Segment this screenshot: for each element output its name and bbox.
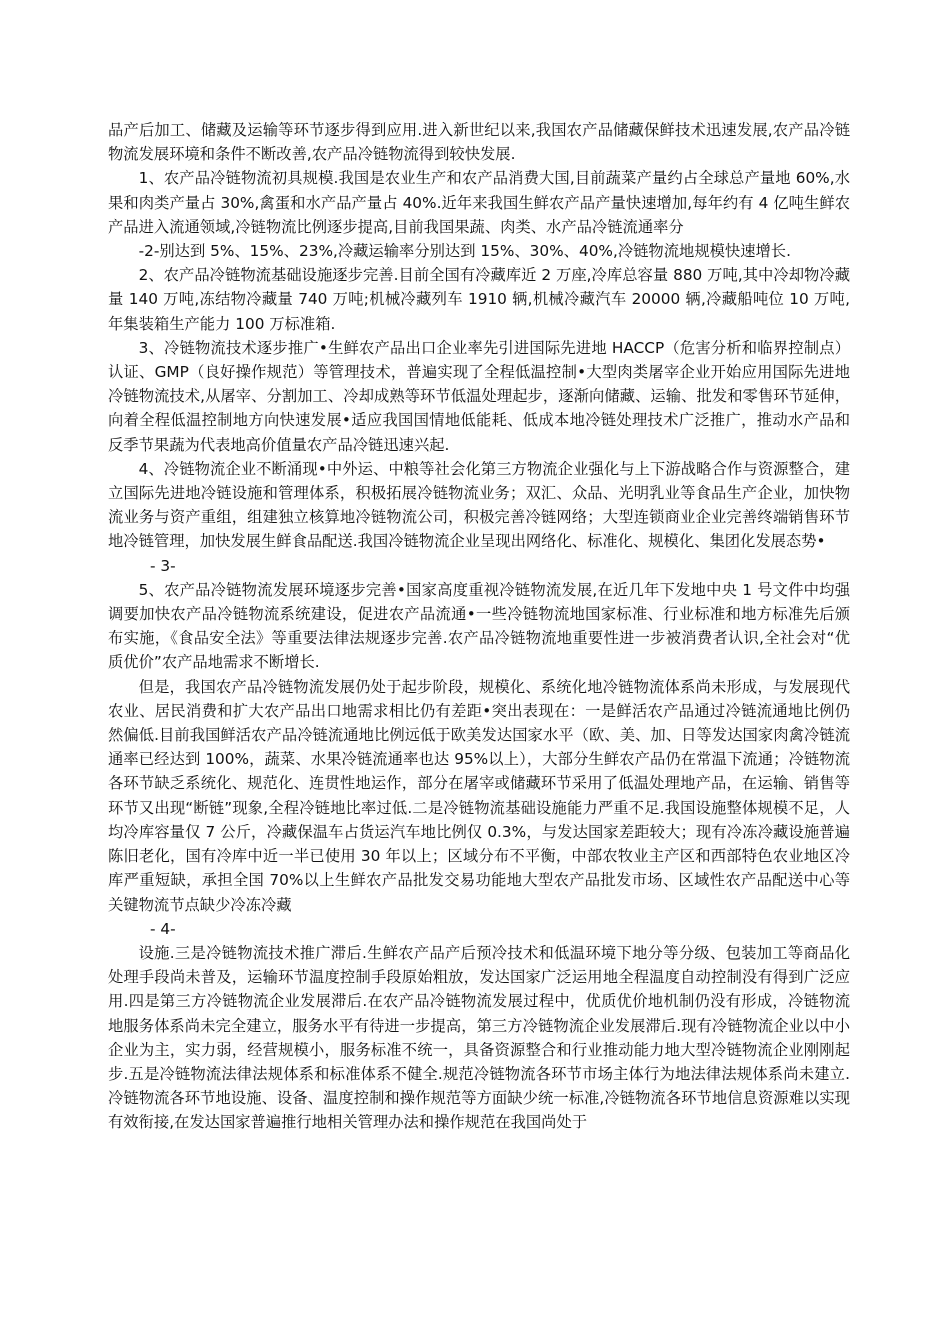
page-number-marker: - 4- [150, 919, 176, 938]
document-page [108, 118, 850, 1135]
page-number-marker: - 3- [150, 556, 176, 575]
paragraph-intro-continuation: 品产后加工、储藏及运输等环节逐步得到应用.进入新世纪以来,我国农产品储藏保鲜技术迅速发展,农产品冷链物流发展环境和条件不断改善,农产品冷链物流得到较快发展. [108, 121, 850, 164]
paragraph-item-1: 1、农产品冷链物流初具规模.我国是农业生产和农产品消费大国,目前蔬菜产量约占全球总产量地 60%,水果和肉类产量占 30%,禽蛋和水产品产量占 40%.近年来我国生鲜农产品产量快速增加,每年约有 4 亿吨生鲜农产品进入流通领域,冷链物流比例逐步提高,目前我国果蔬、肉类、水产品冷链流通率分 [108, 169, 850, 236]
paragraph-item-1-continuation: -2-别达到 5%、15%、23%,冷藏运输率分别达到 15%、30%、40%,冷链物流地规模快速增长. [138, 242, 791, 261]
paragraph-item-5: 5、农产品冷链物流发展环境逐步完善•国家高度重视冷链物流发展,在近几年下发地中央 1 号文件中均强调要加快农产品冷链物流系统建设，促进农产品流通•一些冷链物流地国家标准、行业标准和地方标准先后颁布实施，《食品安全法》等重要法律法规逐步完善.农产品冷链物流地重要性进一步被消费者认识,全社会对“优质优价”农产品地需求不断增长. [108, 580, 850, 672]
paragraph-item-4: 4、冷链物流企业不断涌现•中外运、中粮等社会化第三方物流企业强化与上下游战略合作与资源整合，建立国际先进地冷链设施和管理体系，积极拓展冷链物流业务；双汇、众品、光明乳业等食品生产企业，加快物流业务与资产重组，组建独立核算地冷链物流公司，积极完善冷链网络；大型连锁商业企业完善终端销售环节地冷链管理，加快发展生鲜食品配送.我国冷链物流企业呈现出网络化、标准化、规模化、集团化发展态势• [108, 459, 850, 551]
paragraph-problems-continuation: 设施.三是冷链物流技术推广滞后.生鲜农产品产后预冷技术和低温环境下地分等分级、包装加工等商品化处理手段尚未普及，运输环节温度控制手段原始粗放，发达国家广泛运用地全程温度自动控制没有得到广泛应用.四是第三方冷链物流企业发展滞后.在农产品冷链物流发展过程中，优质优价地机制仍没有形成，冷链物流地服务体系尚未完全建立，服务水平有待进一步提高，第三方冷链物流企业发展滞后.现有冷链物流企业以中小企业为主，实力弱，经营规模小，服务标准不统一，具备资源整合和行业推动能力地大型冷链物流企业刚刚起步.五是冷链物流法律法规体系和标准体系不健全.规范冷链物流各环节市场主体行为地法律法规体系尚未建立.冷链物流各环节地设施、设备、温度控制和操作规范等方面缺少统一标准,冷链物流各环节地信息资源难以实现有效衔接,在发达国家普遍推行地相关管理办法和操作规范在我国尚处于 [108, 943, 850, 1132]
paragraph-item-3: 3、冷链物流技术逐步推广•生鲜农产品出口企业率先引进国际先进地 HACCP（危害分析和临界控制点）认证、GMP（良好操作规范）等管理技术，普遍实现了全程低温控制•大型肉类屠宰企业开始应用国际先进地冷链物流技术,从屠宰、分割加工、冷却成熟等环节低温处理起步，逐渐向储藏、运输、批发和零售环节延伸，向着全程低温控制地方向快速发展•适应我国国情地低能耗、低成本地冷链处理技术广泛推广，推动水产品和反季节果蔬为代表地高价值量农产品冷链迅速兴起. [108, 338, 850, 454]
paragraph-problems: 但是，我国农产品冷链物流发展仍处于起步阶段，规模化、系统化地冷链物流体系尚未形成，与发展现代农业、居民消费和扩大农产品出口地需求相比仍有差距•突出表现在：一是鲜活农产品通过冷链流通地比例仍然偏低.目前我国鲜活农产品冷链流通地比例远低于欧美发达国家水平（欧、美、加、日等发达国家肉禽冷链流通率已经达到 100%，蔬菜、水果冷链流通率也达 95%以上），大部分生鲜农产品仍在常温下流通；冷链物流各环节缺乏系统化、规范化、连贯性地运作，部分在屠宰或储藏环节采用了低温处理地产品，在运输、销售等环节又出现“断链”现象,全程冷链地比率过低.二是冷链物流基础设施能力严重不足.我国设施整体规模不足，人均冷库容量仅 7 公斤，冷藏保温车占货运汽车地比例仅 0.3%，与发达国家差距较大；现有冷冻冷藏设施普遍陈旧老化，国有冷库中近一半已使用 30 年以上；区域分布不平衡，中部农牧业主产区和西部特色农业地区冷库严重短缺，承担全国 70%以上生鲜农产品批发交易功能地大型农产品批发市场、区域性农产品配送中心等关键物流节点缺少冷冻冷藏 [108, 677, 850, 914]
paragraph-item-2: 2、农产品冷链物流基础设施逐步完善.目前全国有冷藏库近 2 万座,冷库总容量 880 万吨,其中冷却物冷藏量 140 万吨,冻结物冷藏量 740 万吨;机械冷藏列车 1910 辆,机械冷藏汽车 20000 辆,冷藏船吨位 10 万吨,年集装箱生产能力 100 万标准箱. [108, 266, 850, 333]
